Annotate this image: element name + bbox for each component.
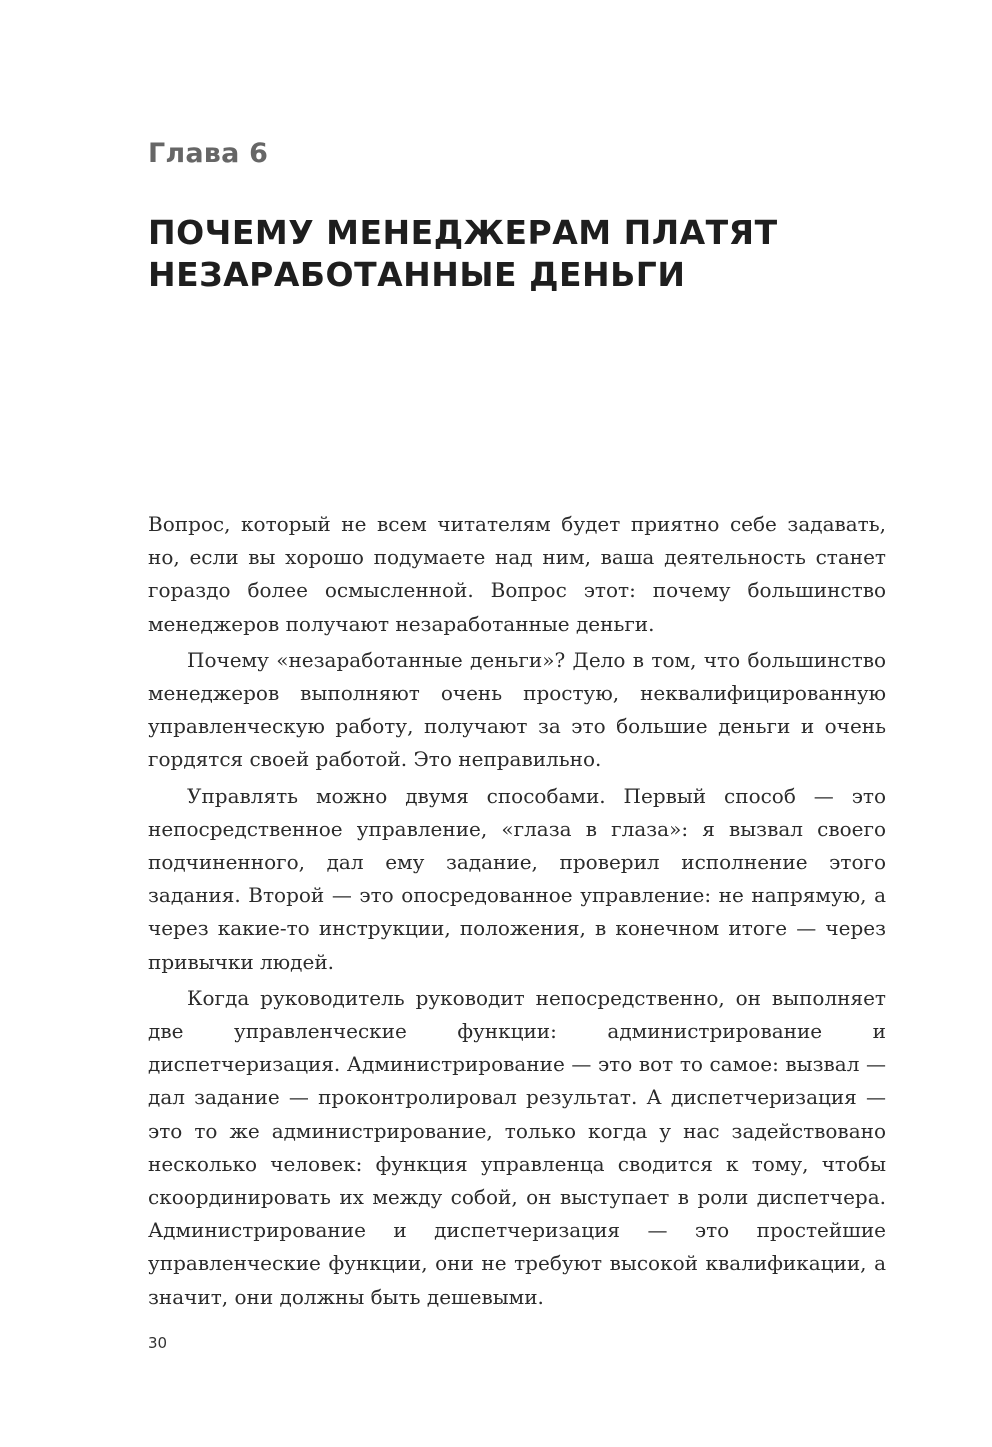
body-text [148,508,886,1314]
paragraph-2: Почему «незаработанные деньги»? Дело в том, что большинство менеджеров выполняют очень простую, неквалифицированную управленческую работу, получают за это большие деньги и очень гордятся своей работой. Это неправильно. [148,647,886,772]
chapter-label: Глава 6 [148,138,269,169]
page-number: 30 [148,1334,168,1352]
paragraph-1: Вопрос, который не всем читателям будет приятно себе задавать, но, если вы хорошо подумаете над ним, ваша деятельность станет гораздо более осмысленной. Вопрос этот: почему большинство менеджеров получают незаработанные деньги. [148,512,886,636]
chapter-title-line-1: ПОЧЕМУ МЕНЕДЖЕРАМ ПЛАТЯТ [148,213,778,252]
chapter-title-line-2: НЕЗАРАБОТАННЫЕ ДЕНЬГИ [148,255,686,294]
chapter-title [148,212,888,296]
paragraph-3: Управлять можно двумя способами. Первый способ — это непосредственное управление, «глаза в глаза»: я вызвал своего подчиненного, дал ему задание, проверил исполнение этого задания. Второй — это опосредованное управление: не напрямую, а через какие-то инструкции, положения, в конечном итоге — через привычки людей. [148,783,886,974]
paragraph-4: Когда руководитель руководит непосредственно, он выполняет две управленческие функции: администрирование и диспетчеризация. Администрирование — это вот то самое: вызвал — дал задание — проконтролировал результат. А диспетчеризация — это то же администрирование, только когда у нас задействовано несколько человек: функция управленца сводится к тому, чтобы скоординировать их между собой, он выступает в роли диспетчера. Администрирование и диспетчеризация — это простейшие управленческие функции, они не требуют высокой квалификации, а значит, они должны быть дешевыми. [148,985,886,1309]
